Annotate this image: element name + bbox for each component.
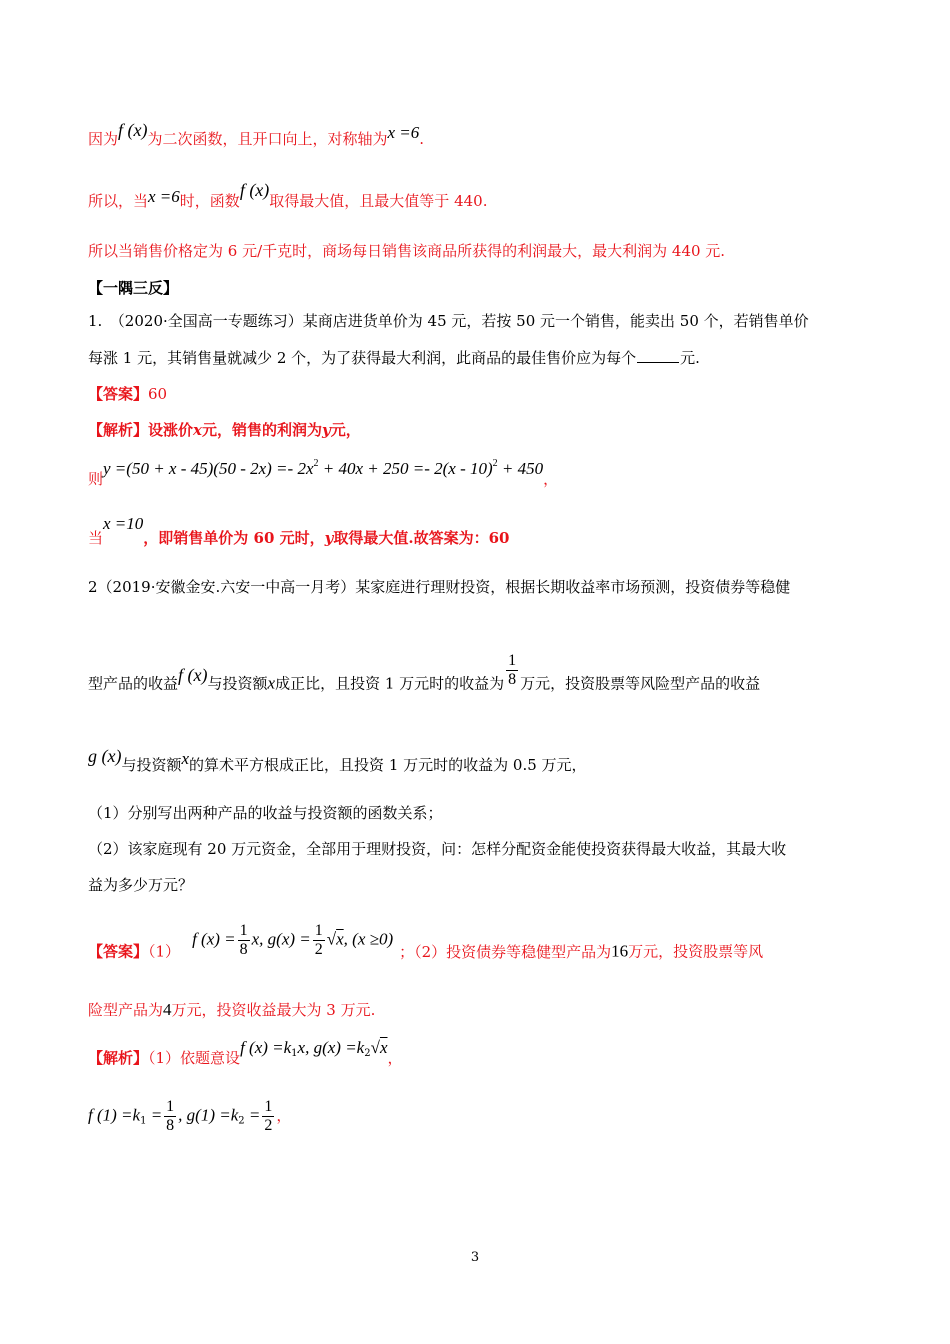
text: ， xyxy=(543,470,559,488)
denominator: 8 xyxy=(508,671,517,688)
text: 每涨 1 元，其销售量就减少 2 个，为了获得最大利润，此商品的最佳售价应为每个 xyxy=(88,349,637,367)
formula-part: f (x) = xyxy=(192,929,236,949)
var-x: x xyxy=(267,673,276,693)
value-16: 16 xyxy=(611,941,629,961)
text: 取得最大值，且最大值等于 440. xyxy=(269,192,488,210)
answer-label: 【答案】 xyxy=(88,942,149,961)
var-y: y xyxy=(322,421,331,439)
q1-conclusion xyxy=(88,514,510,548)
numerator: 1 xyxy=(508,652,517,669)
var-y: y xyxy=(324,529,334,547)
q1-analysis xyxy=(88,421,361,439)
text: 则 xyxy=(88,470,104,488)
text: 所以，当 xyxy=(88,192,149,210)
text: 型产品的收益 xyxy=(88,674,179,693)
text: 当 xyxy=(88,529,104,547)
denominator: 8 xyxy=(239,941,248,958)
text: 成正比，且投资 1 万元时的收益为 xyxy=(275,674,505,693)
denominator: 2 xyxy=(314,941,323,958)
fraction-one-eighth xyxy=(238,922,250,959)
text: 元，销售的利润为 xyxy=(201,421,322,439)
formula-part: f (1) =k xyxy=(88,1105,141,1125)
text: 万元，投资股票等风险型产品的收益 xyxy=(520,674,761,693)
answer-label: 【答案】 xyxy=(88,385,149,403)
q1-formula-line xyxy=(88,458,559,489)
denominator: 2 xyxy=(264,1117,273,1134)
text: （1） xyxy=(148,942,181,961)
text: 与投资额 xyxy=(207,674,268,693)
text: 因为 xyxy=(88,130,119,148)
q2-answer xyxy=(88,922,764,971)
q2-line1: 2（2019·安徽金安.六安一中高一月考）某家庭进行理财投资，根据长期收益率市场预测，投资债券等稳健 xyxy=(88,578,791,596)
text: 时，函数 xyxy=(179,192,240,210)
q2-answer-cont xyxy=(88,1000,375,1020)
formula-part: + 450 xyxy=(497,459,544,478)
text: 取得最大值.故答案为：60 xyxy=(333,529,510,547)
analysis-label: 【解析】 xyxy=(88,421,149,439)
var-x: x xyxy=(193,421,202,439)
q2-analysis-values xyxy=(88,1098,291,1135)
value-4: 4 xyxy=(163,1000,172,1019)
fraction-one-half xyxy=(262,1098,274,1135)
denominator: 8 xyxy=(166,1117,175,1134)
sqrt-x: x xyxy=(379,1038,388,1057)
text: 设涨价 xyxy=(148,421,194,439)
fraction-one-eighth xyxy=(506,652,518,689)
math-eq: x =6 xyxy=(148,187,180,206)
text: 险型产品为 xyxy=(88,1001,164,1019)
q2-part1: （1）分别写出两种产品的收益与投资额的函数关系； xyxy=(88,804,443,822)
formula-part: x, g(x) =k xyxy=(297,1038,365,1057)
sqrt-x: x xyxy=(336,929,344,949)
analysis-formula xyxy=(240,1039,387,1057)
subscript: 1 xyxy=(291,1048,298,1059)
numerator: 1 xyxy=(264,1098,273,1115)
answer-blank xyxy=(637,350,679,363)
section-title: 【一隅三反】 xyxy=(88,279,179,297)
q2-part2: （2）该家庭现有 20 万元资金，全部用于理财投资，问：怎样分配资金能使投资获得最大收益，其最大收 xyxy=(88,840,787,858)
exponent: 2 xyxy=(313,458,319,469)
sqrt-sign: √ xyxy=(370,1038,380,1057)
solution-conclusion: 所以当销售价格定为 6 元/千克时，商场每日销售该商品所获得的利润最大，最大利润为 440 元. xyxy=(88,242,726,260)
answer-formula xyxy=(192,922,393,959)
text: 为二次函数，且开口向上，对称轴为 xyxy=(147,130,388,148)
text: ；（2）投资债券等稳健型产品为 xyxy=(399,942,612,961)
subscript: 2 xyxy=(238,1115,245,1127)
solution-line-max xyxy=(88,180,488,212)
text: 的算术平方根成正比，且投资 1 万元时的收益为 0.5 万元， xyxy=(189,756,587,774)
profit-formula xyxy=(103,459,543,478)
subscript: 2 xyxy=(364,1048,371,1059)
text: ， xyxy=(387,1049,403,1067)
numerator: 1 xyxy=(166,1098,175,1115)
q1-answer xyxy=(88,385,167,403)
text: 元， xyxy=(330,421,361,439)
formula-part: , g(1) =k xyxy=(178,1105,239,1125)
math-eq: x =6 xyxy=(387,123,420,142)
numerator: 1 xyxy=(239,922,248,939)
analysis-label: 【解析】 xyxy=(88,1049,149,1067)
q1-line2 xyxy=(88,349,700,367)
formula-part: f (x) =k xyxy=(240,1038,292,1057)
formula-part: , (x ≥0) xyxy=(343,929,394,949)
formula-part: x, g(x) = xyxy=(251,929,311,949)
text: 元. xyxy=(680,349,700,367)
subscript: 1 xyxy=(140,1115,147,1127)
q2-part2-cont: 益为多少万元？ xyxy=(88,876,194,894)
math-fx: f (x) xyxy=(178,664,208,685)
math-fx: f (x) xyxy=(118,120,148,140)
math-fx: f (x) xyxy=(239,180,270,200)
text: . xyxy=(419,130,425,148)
text: 与投资额 xyxy=(121,756,182,774)
text: 万元，投资股票等风 xyxy=(628,942,764,961)
formula-part: = xyxy=(146,1105,163,1125)
text: （1）依题意设 xyxy=(148,1049,241,1067)
formula-part: + 40x + 250 =- 2(x - 10) xyxy=(318,459,493,478)
q2-line3 xyxy=(88,746,587,776)
q1-line1: 1. （2020·全国高一专题练习）某商店进货单价为 45 元，若按 50 元一个销售，能卖出 50 个，若销售单价 xyxy=(88,312,809,330)
sqrt-sign: √ xyxy=(326,929,337,949)
q2-analysis xyxy=(88,1038,403,1070)
math-gx: g (x) xyxy=(88,746,122,766)
exponent: 2 xyxy=(492,458,498,469)
page-number: 3 xyxy=(470,1250,480,1265)
text: ， xyxy=(276,1106,292,1125)
answer-value: 60 xyxy=(148,385,168,403)
q2-line2 xyxy=(88,652,761,703)
text: 万元，投资收益最大为 3 万元. xyxy=(171,1001,376,1019)
text: ，即销售单价为 60 元时， xyxy=(143,529,325,547)
var-x: x xyxy=(181,749,190,768)
math-eq: x =10 xyxy=(103,514,144,533)
formula-part: y =(50 + x - 45)(50 - 2x) =- 2x xyxy=(103,459,314,478)
solution-line-axis xyxy=(88,120,425,150)
formula-part: = xyxy=(244,1105,261,1125)
numerator: 1 xyxy=(314,922,323,939)
fraction-one-eighth xyxy=(164,1098,176,1135)
fraction-one-half xyxy=(313,922,325,959)
